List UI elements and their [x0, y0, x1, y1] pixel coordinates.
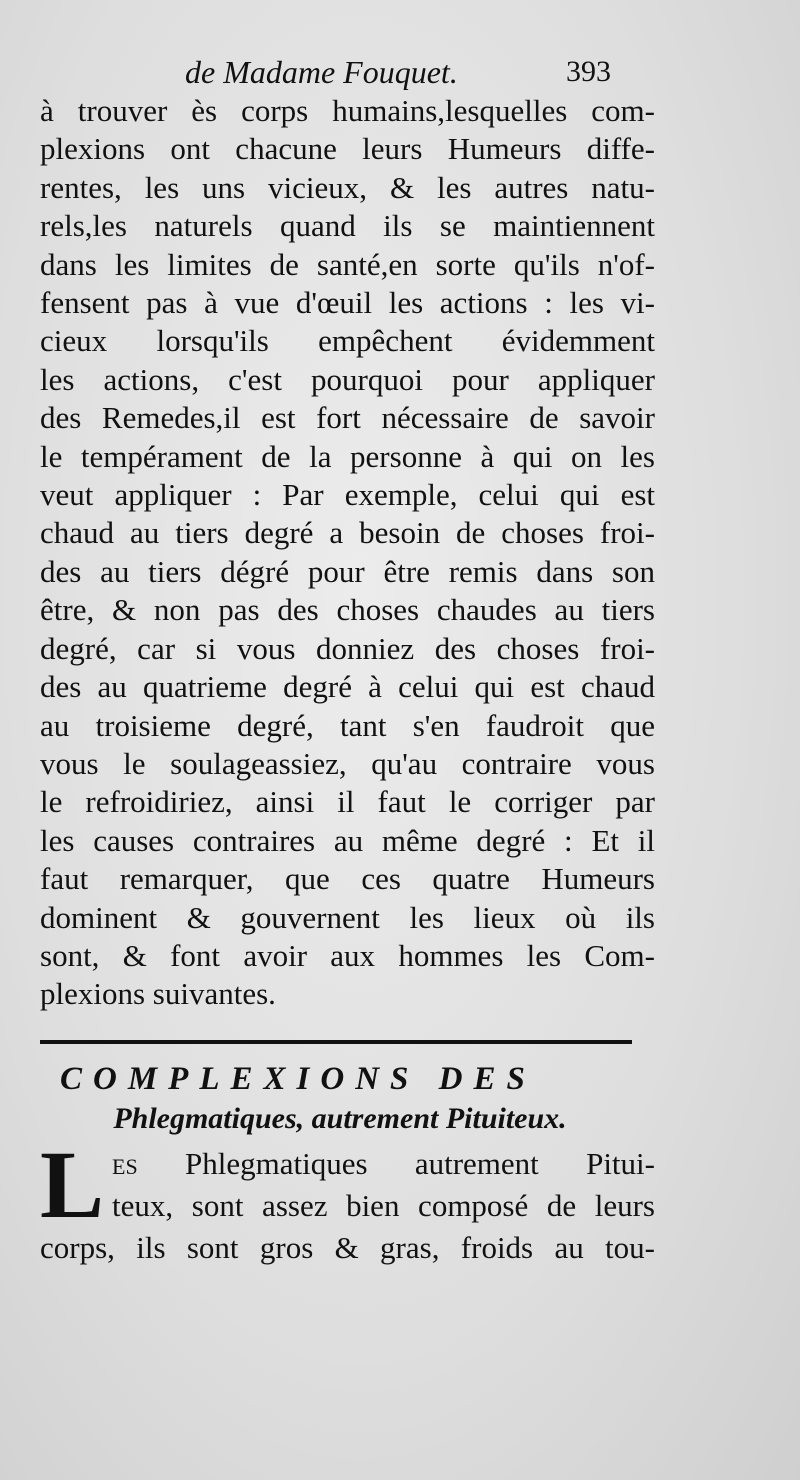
text-line: corps, ils sont gros & gras, froids au tou-	[40, 1230, 655, 1265]
text-line: des au quatrieme degré à celui qui est chaud	[40, 669, 655, 705]
text-line	[40, 1143, 655, 1185]
text-line: rentes, les uns vicieux, & les autres natu-	[40, 169, 655, 205]
text-line: dans les limites de santé,en sorte qu'ils n'of-	[40, 246, 655, 282]
text-line: sont, & font avoir aux hommes les Com-	[40, 937, 655, 973]
text-line: degré, car si vous donniez des choses froi-	[40, 630, 655, 666]
text-line: des au tiers dégré pour être remis dans son	[40, 553, 655, 589]
text-line: des Remedes,il est fort nécessaire de savoir	[40, 400, 655, 436]
text-line: dominent & gouvernent les lieux où ils	[40, 899, 655, 935]
text-line: à trouver ès corps humains,lesquelles com-	[40, 93, 655, 128]
text-line: plexions ont chacune leurs Humeurs diffe-	[40, 131, 655, 167]
section-divider-rule	[40, 1040, 632, 1044]
paragraph-1	[40, 92, 655, 1014]
text-line-rest: Phlegmatiques autrement Pitui-	[137, 1146, 655, 1181]
text-line: teux, sont assez bien composé de leurs	[112, 1188, 655, 1223]
text-line: veut appliquer : Par exemple, celui qui est	[40, 477, 655, 513]
text-line: les actions, c'est pourquoi pour appliquer	[40, 361, 655, 397]
page-header	[0, 52, 800, 92]
running-head: de Madame Fouquet.	[185, 54, 458, 90]
text-line: au troisieme degré, tant s'en faudroit que	[40, 707, 655, 743]
text-line: fensent pas à vue d'œuil les actions : les vi-	[40, 285, 655, 321]
text-line: faut remarquer, que ces quatre Humeurs	[40, 861, 655, 897]
text-line: le tempérament de la personne à qui on les	[40, 438, 655, 474]
text-line: rels,les naturels quand ils se maintiennent	[40, 208, 655, 244]
section-subtitle: Phlegmatiques, autrement Pituiteux.	[113, 1102, 567, 1135]
text-line: plexions suivantes.	[40, 976, 276, 1012]
text-line: vous le soulageassiez, qu'au contraire vous	[40, 745, 655, 781]
paragraph-2	[40, 1131, 655, 1269]
text-line: être, & non pas des choses chaudes au tiers	[40, 592, 655, 628]
text-line: cieux lorsqu'ils empêchent évidemment	[40, 323, 655, 359]
drop-cap: L	[40, 1131, 105, 1238]
page-number: 393	[566, 55, 611, 88]
section-title: COMPLEXIONS DES	[60, 1061, 536, 1097]
lead-in-small-caps: es	[112, 1146, 138, 1181]
text-line: les causes contraires au même degré : Et il	[40, 822, 655, 858]
text-line: le refroidiriez, ainsi il faut le corriger par	[40, 784, 655, 820]
text-line: chaud au tiers degré a besoin de choses froi-	[40, 515, 655, 551]
